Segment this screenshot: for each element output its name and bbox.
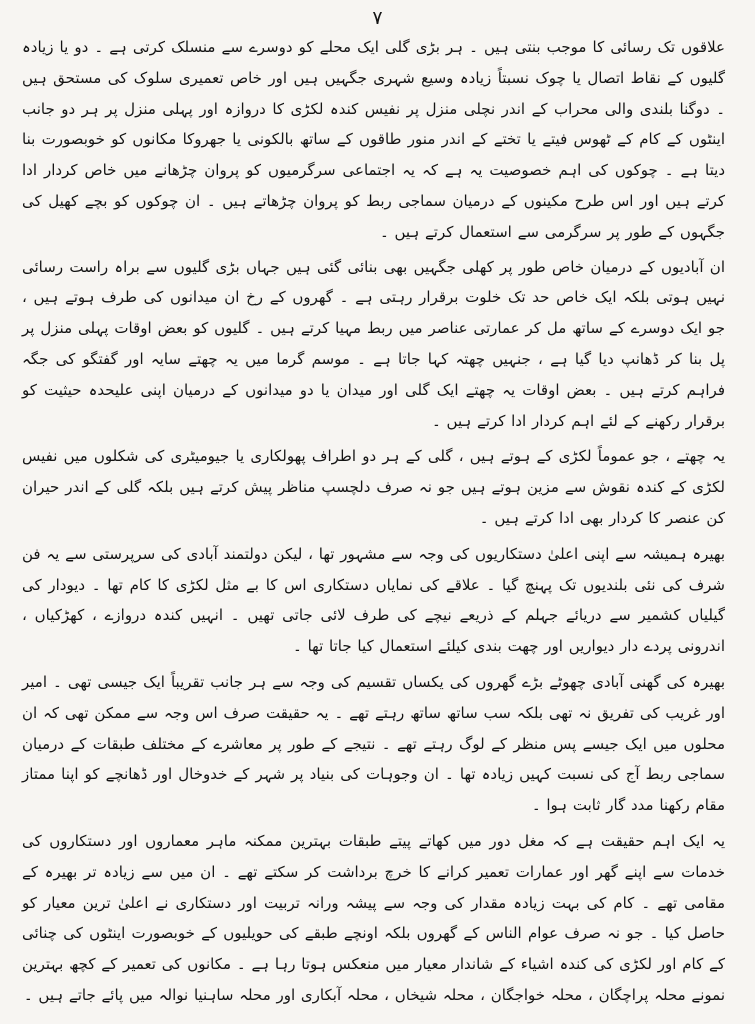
- page-number: ۷: [372, 7, 383, 29]
- urdu-text-body: [22, 32, 725, 1016]
- paragraph: یہ ایک اہم حقیقت ہے کہ مغل دور میں کھاتے پیتے طبقات بہترین ممکنہ ماہر معماروں اور دستکاروں کی خدمات سے اپنے گھر اور عمارات تعمیر کرانے کا خرچ برداشت کر سکتے تھے ۔ ان میں سے زیادہ تر بھیرہ کے مقامی تھے ۔ کام کی بہت زیادہ مقدار کی وجہ سے پیشہ ورانہ تربیت اور دستکاری نے اعلیٰ ترین معیار کو حاصل کیا ۔ جو نہ صرف عوام الناس کے گھروں بلکہ اونچے طبقے کی حویلیوں کے خوبصورت اینٹوں کی چنائی کے کام اور لکڑی کی کندہ اشیاء کے شاندار معیار میں منعکس ہوتا رہا ہے ۔ مکانوں کی تعمیر کے کچھ بہترین نمونے محلہ پراچگان ، محلہ خواجگان ، محلہ شیخاں ، محلہ آبکاری اور محلہ ساہنیا نوالہ میں پائے جاتے ہیں ۔: [22, 831, 725, 1004]
- paragraph: بھیرہ کی گھنی آبادی چھوٹے بڑے گھروں کی یکساں تقسیم کی وجہ سے ہر جانب تقریباً ایک جیسی تھی ۔ امیر اور غریب کی تفریق نہ تھی بلکہ سب ساتھ ساتھ رہتے تھے ۔ یہ حقیقت صرف اس وجہ سے ممکن تھی کہ ان محلوں میں ایک جیسے پس منظر کے لوگ رہتے تھے ۔ نتیجے کے طور پر معاشرے کے مختلف طبقات کے درمیان سماجی ربط آج کی نسبت کہیں زیادہ تھا ۔ ان وجوہات کی بنیاد پر شہر کے خدوخال اور ڈھانچے کو اپنا ممتاز مقام رکھنا مدد گار ثابت ہوا ۔: [22, 672, 725, 815]
- paragraph: علاقوں تک رسائی کا موجب بنتی ہیں ۔ ہر بڑی گلی ایک محلے کو دوسرے سے منسلک کرتی ہے ۔ دو یا زیادہ گلیوں کے نقاط اتصال یا چوک نسبتاً زیادہ وسیع شہری جگہیں ہیں اور خاص تعمیری سلوک کی مستحق ہیں ۔ دوگنا بلندی والی محراب کے اندر نچلی منزل پر نفیس کندہ لکڑی کا دروازہ اور پہلی منزل پر ہر دو جانب اینٹوں کے کام کے ٹھوس فیتے یا تختے کے اندر منور طاقوں کے ساتھ بالکونی یا جھروکا مکانوں کو خوبصورت بنا دیتا ہے ۔ چوکوں کی اہم خصوصیت یہ ہے کہ یہ اجتماعی سرگرمیوں کو پروان چڑھانے میں خاص کردار ادا کرتے ہیں اور اس طرح مکینوں کے درمیان سماجی ربط کو پروان چڑھاتے ہیں ۔ ان چوکوں کو بچے کھیل کی جگہوں کے طور پر سرگرمی سے استعمال کرتے ہیں ۔: [22, 38, 725, 241]
- paragraph: یہ چھتے ، جو عموماً لکڑی کے ہوتے ہیں ، گلی کے ہر دو اطراف پھولکاری یا جیومیٹری کی شکلوں میں نفیس لکڑی کے کندہ نقوش سے مزین ہوتے ہیں جو نہ صرف دلچسپ مناظر پیش کرتے ہیں بلکہ گلی کے اندر حیران کن عنصر کا کردار بھی ادا کرتے ہیں ۔: [22, 447, 725, 527]
- paragraph: بھیرہ ہمیشہ سے اپنی اعلیٰ دستکاریوں کی وجہ سے مشہور تھا ، لیکن دولتمند آبادی کی سرپرستی سے یہ فن شرف کی نئی بلندیوں تک پہنچ گیا ۔ علاقے کی نمایاں دستکاری اس کا بے مثل لکڑی کا کام تھا ۔ دیودار کی گیلیاں کشمیر سے دریائے جہلم کے ذریعے نیچے کی طرف لائی جاتی تھیں ۔ انہیں کندہ دروازے ، کھڑکیاں ، اندرونی پردے دار دیواریں اور چھت بندی کیلئے استعمال کیا جاتا تھا ۔: [22, 544, 725, 656]
- paragraph: ان آبادیوں کے درمیان خاص طور پر کھلی جگہیں بھی بنائی گئی ہیں جہاں بڑی گلیوں سے براہ راست رسائی نہیں ہوتی بلکہ ایک خاص حد تک خلوت برقرار رہتی ہے ۔ گھروں کے رخ ان میدانوں کی طرف ہوتے ہیں ، جو ایک دوسرے کے ساتھ مل کر عمارتی عناصر میں ربط مہیا کرتے ہیں ۔ گلیوں کو بعض اوقات پہلی منزل پر پل بنا کر ڈھانپ دیا گیا ہے ، جنہیں چھتہ کہا جاتا ہے ۔ موسم گرما میں یہ چھتے سایہ اور گفتگو کی جگہ فراہم کرتے ہیں ۔ بعض اوقات یہ چھتے ایک گلی اور میدان یا دو میدانوں کے درمیان اپنی علیحدہ حیثیت کو برقرار رکھنے کے لئے اہم کردار ادا کرتے ہیں ۔: [22, 257, 725, 430]
